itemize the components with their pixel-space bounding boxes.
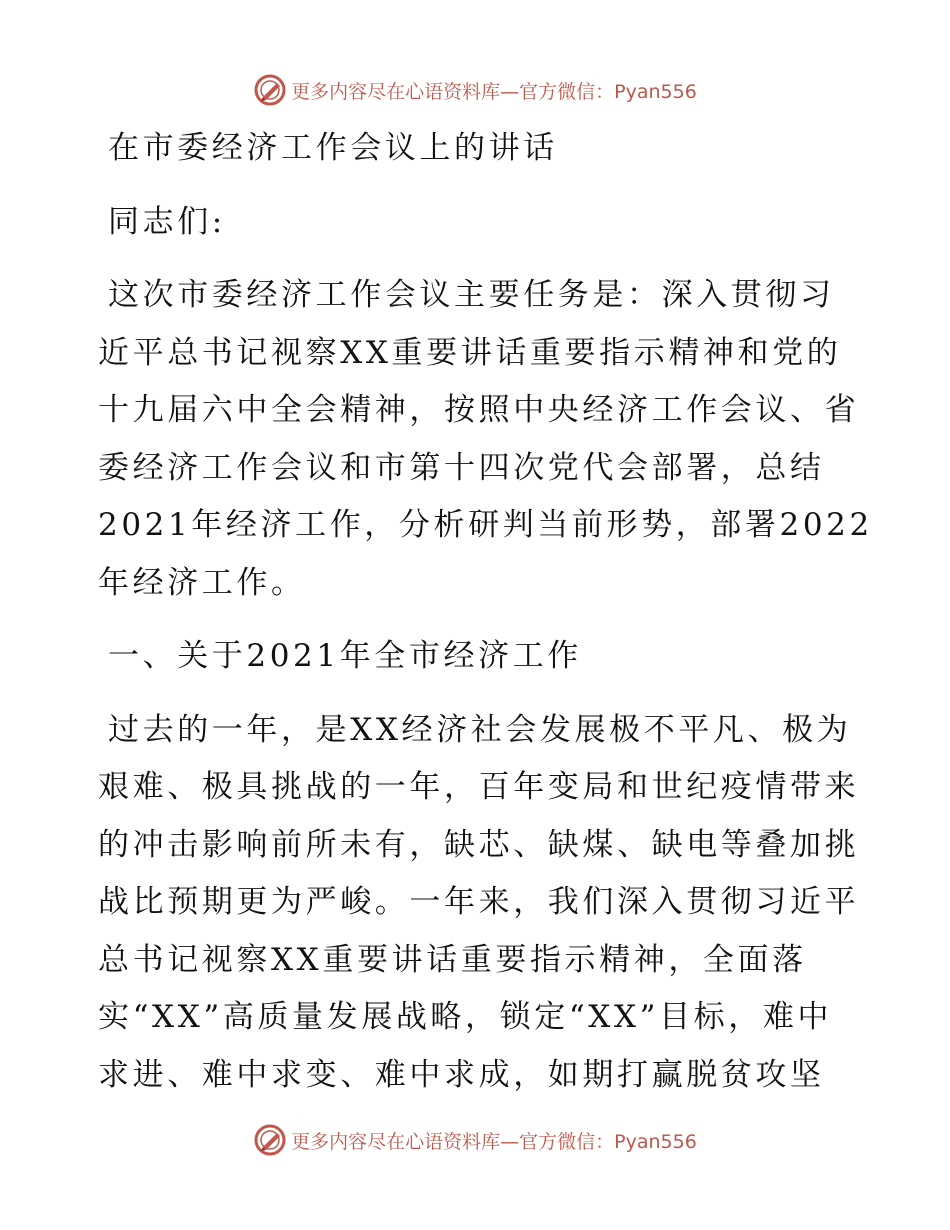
watermark-footer [0, 1120, 950, 1160]
watermark-separator: — [500, 1130, 520, 1153]
body-paragraph [98, 702, 858, 1105]
paragraph-line: 年经济工作。 [98, 564, 306, 601]
watermark-brand: 更多内容尽在心语资料库 [291, 80, 501, 103]
watermark-text [291, 77, 697, 104]
paragraph-line: 总书记视察XX重要讲话重要指示精神，全面落 [98, 941, 807, 978]
watermark-contact: 官方微信：Pyan556 [519, 80, 697, 103]
paragraph-line: 十九届六中全会精神，按照中央经济工作会议、省 [98, 392, 860, 428]
paragraph-line: 艰难、极具挑战的一年，百年变局和世纪疫情带来 [98, 769, 860, 805]
intro-paragraph [98, 267, 873, 612]
paragraph-line: 过去的一年，是XX经济社会发展极不平凡、极为 [108, 711, 852, 748]
document-title: 在市委经济工作会议上的讲话 [108, 130, 558, 166]
watermark-text [291, 1127, 697, 1154]
paragraph-line: 近平总书记视察XX重要讲话重要指示精神和党的 [98, 334, 842, 371]
paragraph-line: 实“XX”高质量发展战略，锁定“XX”目标，难中 [98, 999, 833, 1035]
document-body [98, 120, 873, 1104]
paragraph-line: 求进、难中求变、难中求成，如期打赢脱贫攻坚 [98, 1056, 825, 1093]
watermark-contact: 官方微信：Pyan556 [519, 1130, 697, 1153]
pen-circle-logo-icon [253, 1123, 287, 1157]
paragraph-line: 这次市委经济工作会议主要任务是：深入贯彻习 [108, 277, 835, 313]
pen-circle-logo-icon [253, 73, 287, 107]
paragraph-line: 战比预期更为严峻。一年来，我们深入贯彻习近平 [98, 884, 860, 920]
watermark-separator: — [500, 80, 520, 103]
paragraph-line: 2021年经济工作，分析研判当前形势，部署2022 [98, 507, 873, 543]
watermark-header [0, 70, 950, 110]
section-heading: 一、关于2021年全市经济工作 [108, 638, 582, 674]
paragraph-line: 委经济工作会议和市第十四次党代会部署，总结 [98, 449, 825, 486]
greeting: 同志们: [108, 203, 226, 240]
paragraph-line: 的冲击影响前所未有，缺芯、缺煤、缺电等叠加挑 [98, 826, 860, 863]
watermark-brand: 更多内容尽在心语资料库 [291, 1130, 501, 1153]
